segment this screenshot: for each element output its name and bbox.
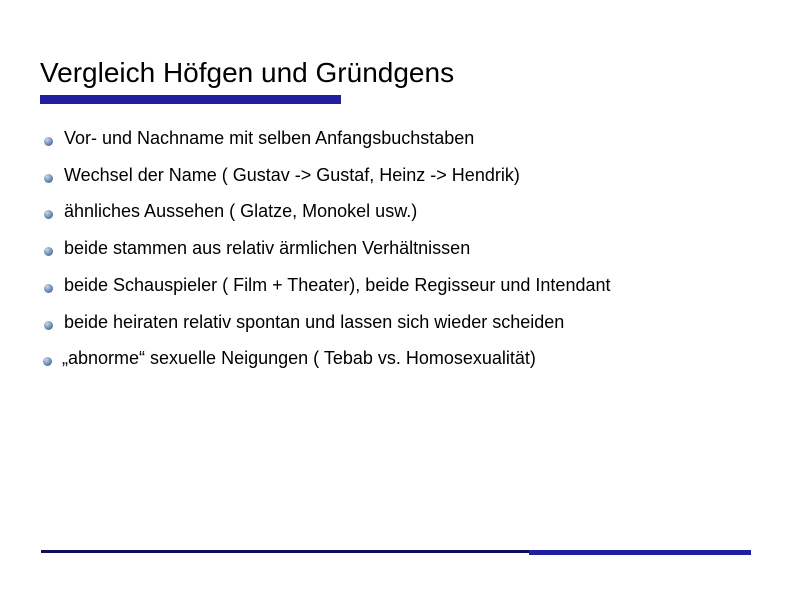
bullet-icon: [44, 284, 53, 293]
footer-divider: [41, 550, 531, 553]
bullet-text: beide heiraten relativ spontan und lassen sich wieder scheiden: [64, 312, 565, 332]
bullet-icon: [44, 174, 53, 183]
bullet-text: beide Schauspieler ( Film + Theater), beide Regisseur und Intendant: [64, 275, 611, 295]
bullet-text: ähnliches Aussehen ( Glatze, Monokel usw.): [64, 201, 418, 221]
bullet-text: Vor- und Nachname mit selben Anfangsbuchstaben: [64, 128, 475, 148]
bullet-icon: [44, 247, 53, 256]
title-underline: [40, 95, 341, 104]
bullet-text: Wechsel der Name ( Gustav -> Gustaf, Heinz -> Hendrik): [64, 165, 520, 185]
bullet-icon: [44, 137, 53, 146]
bullet-text: beide stammen aus relativ ärmlichen Verhältnissen: [64, 238, 471, 258]
slide-title: Vergleich Höfgen und Gründgens: [40, 57, 455, 88]
footer-accent-bar: [529, 550, 751, 555]
bullet-icon: [43, 357, 52, 366]
bullet-icon: [44, 321, 53, 330]
bullet-icon: [44, 210, 53, 219]
bullet-text: „abnorme“ sexuelle Neigungen ( Tebab vs. Homosexualität): [62, 348, 536, 368]
